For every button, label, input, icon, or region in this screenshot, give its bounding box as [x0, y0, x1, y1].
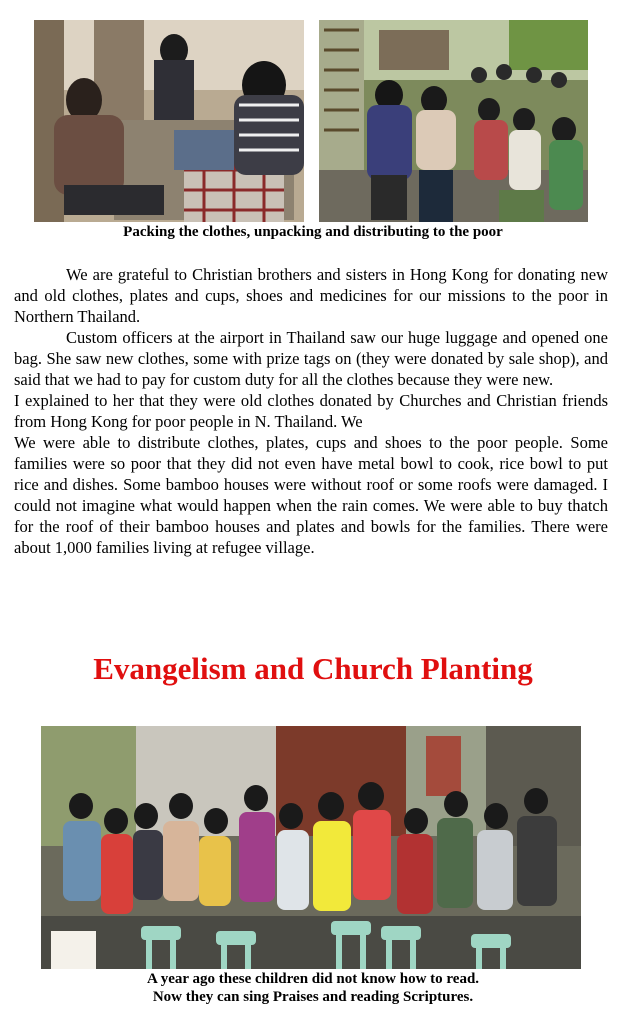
photo-caption-bottom: [0, 970, 626, 1006]
photo-packing-clothes: [34, 20, 304, 222]
paragraph-distribution: We were able to distribute clothes, plates, cups and shoes to the poor people. Some families were so poor that they did not even have metal bowl to cook, rice bowl to put rice and dishes. Some bamboo houses were without roof or some roofs were damaged. I could not imagine what would happen when the rain comes. We were able to buy thatch for the roof of their bamboo houses and plates and bowls for the families. There were about 1,000 families living at refugee village.: [14, 433, 608, 557]
paragraph-explanation: I explained to her that they were old clothes donated by Churches and Christian friends from Hong Kong for poor people in N. Thailand. We: [14, 391, 608, 431]
section-heading: Evangelism and Church Planting: [93, 651, 533, 686]
caption-line-1: A year ago these children did not know how to read.: [146, 971, 480, 987]
paragraph-gratitude: We are grateful to Christian brothers and sisters in Hong Kong for donating new and old clothes, plates and cups, shoes and medicines for our missions to the poor in Northern Thailand.: [14, 265, 608, 326]
photo-caption-top: Packing the clothes, unpacking and distributing to the poor: [123, 224, 503, 240]
article-body: [14, 264, 608, 558]
photo-children-singing: [41, 726, 581, 969]
photo-distributing-crowd: [319, 20, 588, 222]
paragraph-customs: Custom officers at the airport in Thailand saw our huge luggage and opened one bag. She saw new clothes, some with prize tags on (they were donated by sale shop), and said that we had to pay for custom duty for all the clothes because they were new.: [14, 328, 608, 389]
caption-line-2: Now they can sing Praises and reading Scriptures.: [152, 989, 474, 1005]
